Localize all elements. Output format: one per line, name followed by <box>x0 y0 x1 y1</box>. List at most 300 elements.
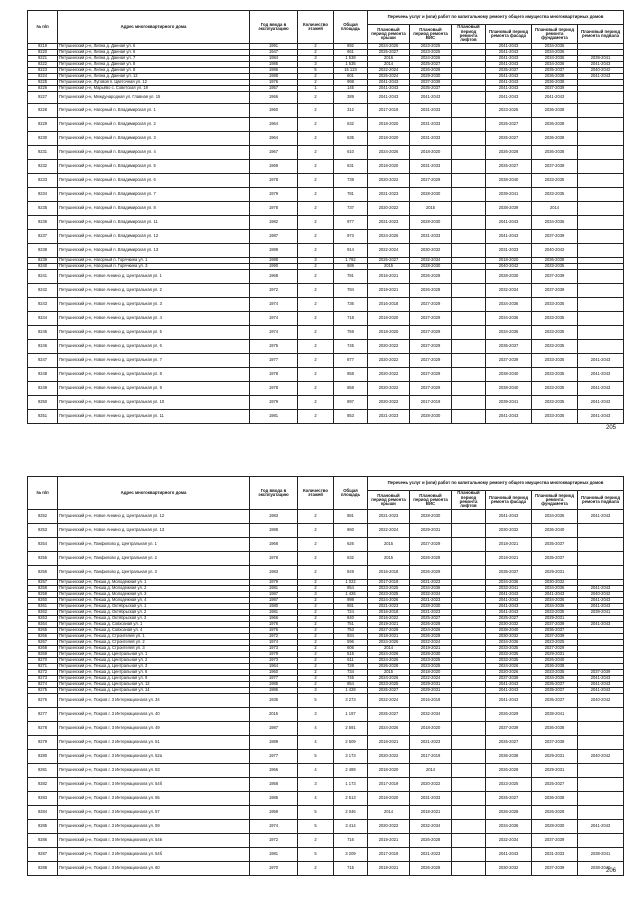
roof-period-cell: 2023-2025 <box>368 592 410 598</box>
foundation-period-cell: 2034-2036 <box>532 510 578 524</box>
table-row <box>28 326 624 340</box>
lift-period-cell <box>452 862 486 876</box>
area-cell: 840 <box>334 616 368 622</box>
row-id: 9229 <box>28 118 58 132</box>
vis-period-cell: 2027-2029 <box>410 354 452 368</box>
facade-period-cell: 2033-2041 <box>486 586 532 592</box>
table-row <box>28 708 624 722</box>
year-cell: 1979 <box>250 188 298 202</box>
floors-cell: 2 <box>298 410 334 424</box>
foundation-period-cell: 2037-2039 <box>532 834 578 848</box>
address-cell: Петушинский р-н, Новое Аннино д. Центральная ул. 6 <box>58 340 250 354</box>
basement-period-cell <box>578 132 624 146</box>
address-cell: Петушинский р-н, Пекша д. Центральная ул. 12 <box>58 682 250 688</box>
basement-period-cell: 2041-2043 <box>578 510 624 524</box>
basement-period-cell <box>578 834 624 848</box>
facade-period-cell: 2024-2026 <box>486 664 532 670</box>
vis-period-cell: 2029-2030 <box>410 74 452 80</box>
foundation-period-cell: 2036-2037 <box>532 628 578 634</box>
facade-period-cell: 2041-2043 <box>486 848 532 862</box>
lift-period-cell <box>452 230 486 244</box>
area-cell: 728 <box>334 664 368 670</box>
area-cell: 858 <box>334 382 368 396</box>
lift-period-cell <box>452 382 486 396</box>
year-cell: 1979 <box>250 652 298 658</box>
facade-period-cell: 2033-2035 <box>486 646 532 652</box>
address-cell: Петушинский р-н, Пекша д. Строителей ул. 3 <box>58 646 250 652</box>
row-id: 9257 <box>28 580 58 586</box>
foundation-period-cell: 2033-2035 <box>532 368 578 382</box>
year-cell: 1975 <box>250 340 298 354</box>
address-cell: Петушинский р-н, Покров г. 3 Интернационала ул. 49 <box>58 722 250 736</box>
table-row <box>28 820 624 834</box>
row-id: 9271 <box>28 664 58 670</box>
floors-cell: 2 <box>298 264 334 270</box>
floors-cell: 5 <box>298 750 334 764</box>
area-cell: 897 <box>334 396 368 410</box>
area-cell: 977 <box>334 216 368 230</box>
vis-period-cell: 2032-2034 <box>410 592 452 598</box>
foundation-period-cell: 2029-2031 <box>532 764 578 778</box>
table-row <box>28 764 624 778</box>
foundation-period-cell: 2034-2036 <box>532 56 578 62</box>
floors-cell: 2 <box>298 658 334 664</box>
basement-period-cell: 2041-2043 <box>578 598 624 604</box>
year-cell: 1979 <box>250 396 298 410</box>
vis-period-cell: 2019-2021 <box>410 646 452 652</box>
facade-period-cell: 2018-2021 <box>486 552 532 566</box>
foundation-period-cell: 2029-2031 <box>532 750 578 764</box>
floors-cell: 2 <box>298 510 334 524</box>
lift-period-cell <box>452 104 486 118</box>
roof-period-cell: 2015 <box>368 552 410 566</box>
area-cell: 601 <box>334 74 368 80</box>
area-cell: 3 273 <box>334 694 368 708</box>
lift-period-cell <box>452 340 486 354</box>
row-id: 9266 <box>28 634 58 640</box>
vis-period-cell: 2027-2029 <box>410 368 452 382</box>
lift-period-cell <box>452 750 486 764</box>
foundation-period-cell: 2037-2039 <box>532 284 578 298</box>
roof-period-cell: 2018-2020 <box>368 312 410 326</box>
floors-cell: 2 <box>298 664 334 670</box>
foundation-period-cell: 2034-2036 <box>532 44 578 50</box>
row-id: 9255 <box>28 552 58 566</box>
facade-period-cell: 2023-2025 <box>486 104 532 118</box>
vis-period-cell: 2027-2029 <box>410 174 452 188</box>
row-id: 9238 <box>28 244 58 258</box>
row-id: 9274 <box>28 682 58 688</box>
header-area: Общая площадь <box>334 11 368 44</box>
address-cell: Петушинский р-н, Покров г. 3 Интернационала ул. 60 <box>58 862 250 876</box>
roof-period-cell: 2025-2024 <box>368 74 410 80</box>
facade-period-cell: 2018-2021 <box>486 538 532 552</box>
area-cell: 914 <box>334 244 368 258</box>
floors-cell: 2 <box>298 340 334 354</box>
address-cell: Петушинский р-н, Новое Аннино д. Центральная ул. 1 <box>58 270 250 284</box>
floors-cell: 4 <box>298 792 334 806</box>
address-cell: Петушинский р-н, Пекша д. Молодежная ул. 4 <box>58 598 250 604</box>
facade-period-cell: 2030-2032 <box>486 862 532 876</box>
foundation-period-cell: 2029-2031 <box>532 652 578 658</box>
address-cell: Петушинский р-н, Липна д. Данная ул. 12 <box>58 74 250 80</box>
area-cell: 716 <box>334 834 368 848</box>
area-cell: 759 <box>334 326 368 340</box>
row-id: 9248 <box>28 368 58 382</box>
table-row <box>28 298 624 312</box>
address-cell: Петушинский р-н, Новое Аннино д. Центральная ул. 2 <box>58 284 250 298</box>
roof-period-cell: 2021-2023 <box>368 604 410 610</box>
facade-period-cell: 2031-2033 <box>486 244 532 258</box>
row-id: 9245 <box>28 326 58 340</box>
lift-period-cell <box>452 792 486 806</box>
row-id: 9276 <box>28 694 58 708</box>
roof-period-cell: 2025-2027 <box>368 708 410 722</box>
foundation-period-cell: 2033-2035 <box>532 340 578 354</box>
address-cell: Петушинский р-н, Новое Аннино д. Центральная ул. 12 <box>58 510 250 524</box>
basement-period-cell <box>578 552 624 566</box>
vis-period-cell: 2031-2033 <box>410 792 452 806</box>
header-basement: Плановый период ремонта подвала <box>578 25 624 44</box>
facade-period-cell: 2041-2043 <box>486 688 532 694</box>
foundation-period-cell: 2037-2039 <box>532 862 578 876</box>
foundation-period-cell: 2023-2025 <box>532 640 578 646</box>
foundation-period-cell: 2038-2041 <box>532 708 578 722</box>
floors-cell: 2 <box>298 270 334 284</box>
table-row <box>28 834 624 848</box>
year-cell: 1977 <box>250 354 298 368</box>
roof-period-cell: 2019-2021 <box>368 834 410 848</box>
foundation-period-cell: 2041-2043 <box>532 92 578 104</box>
table-row <box>28 312 624 326</box>
floors-cell: 3 <box>298 708 334 722</box>
row-id: 9278 <box>28 722 58 736</box>
address-cell: Петушинский р-н, Пекша д. Строителей ул. 1 <box>58 634 250 640</box>
row-id: 9230 <box>28 132 58 146</box>
vis-period-cell: 2029-2031 <box>410 682 452 688</box>
foundation-period-cell: 2029-2031 <box>532 566 578 580</box>
vis-period-cell: 2017-2019 <box>410 750 452 764</box>
area-cell: 1 426 <box>334 592 368 598</box>
table-row <box>28 806 624 820</box>
vis-period-cell: 2025-2027 <box>410 616 452 622</box>
floors-cell: 5 <box>298 806 334 820</box>
area-cell: 854 <box>334 586 368 592</box>
row-id: 9283 <box>28 792 58 806</box>
vis-period-cell: 2028-2030 <box>410 264 452 270</box>
year-cell: 1978 <box>250 382 298 396</box>
vis-period-cell: 2032-2034 <box>410 820 452 834</box>
vis-period-cell: 2028-2030 <box>410 188 452 202</box>
header-year: Год ввода в эксплуатацию <box>250 477 298 510</box>
facade-period-cell: 2041-2043 <box>486 56 532 62</box>
header-roof: Плановый период ремонта крыши <box>368 25 410 44</box>
address-cell: Петушинский р-н, Новое Аннино д. Центральная ул. 11 <box>58 410 250 424</box>
floors-cell: 2 <box>298 174 334 188</box>
vis-period-cell: 2026-2028 <box>410 634 452 640</box>
floors-cell: 2 <box>298 676 334 682</box>
area-cell: 1 022 <box>334 580 368 586</box>
year-cell: 1959 <box>250 806 298 820</box>
basement-period-cell <box>578 202 624 216</box>
address-cell: Петушинский р-н, Пекша д. Центральная ул. 1 <box>58 652 250 658</box>
facade-period-cell: 2026-2028 <box>486 764 532 778</box>
facade-period-cell: 2025-2027 <box>486 792 532 806</box>
row-id: 9250 <box>28 396 58 410</box>
row-id: 9258 <box>28 586 58 592</box>
facade-period-cell: 2038-2040 <box>486 368 532 382</box>
address-cell: Петушинский р-н, Покров г. 3 Интернационала ул. 54б <box>58 848 250 862</box>
page-number: 206 <box>606 868 617 874</box>
row-id: 9235 <box>28 202 58 216</box>
year-cell: 1974 <box>250 326 298 340</box>
address-cell: Петушинский р-н, Новое Аннино д. Центральная ул. 7 <box>58 354 250 368</box>
floors-cell: 3 <box>298 592 334 598</box>
year-cell: 1981 <box>250 610 298 616</box>
floors-cell: 2 <box>298 202 334 216</box>
address-cell: Петушинский р-н, Нагорный п. Владимирская ул. 4 <box>58 146 250 160</box>
foundation-period-cell: 2033-2035 <box>532 396 578 410</box>
roof-period-cell: 2025-2027 <box>368 688 410 694</box>
year-cell: 1978 <box>250 202 298 216</box>
roof-period-cell: 2024-2026 <box>368 230 410 244</box>
basement-period-cell <box>578 566 624 580</box>
facade-period-cell: 2041-2043 <box>486 694 532 708</box>
year-cell: 1964 <box>250 664 298 670</box>
address-cell: Петушинский р-н, Покров г. 3 Интернационала ул. 54б <box>58 778 250 792</box>
roof-period-cell: 2024-2026 <box>368 658 410 664</box>
facade-period-cell: 2034-2036 <box>486 640 532 646</box>
table-row <box>28 410 624 424</box>
facade-period-cell: 2035-2037 <box>486 340 532 354</box>
basement-period-cell: 2038-2040 <box>578 862 624 876</box>
lift-period-cell <box>452 202 486 216</box>
area-cell: 745 <box>334 340 368 354</box>
address-cell: Петушинский р-н, Нагорный п. Владимирская ул. 6 <box>58 174 250 188</box>
roof-period-cell: 2016 <box>368 56 410 62</box>
foundation-period-cell: 2034-2036 <box>532 62 578 68</box>
table-row <box>28 566 624 580</box>
year-cell: 1988 <box>250 74 298 80</box>
lift-period-cell <box>452 244 486 258</box>
floors-cell: 5 <box>298 848 334 862</box>
foundation-period-cell: 2036-2038 <box>532 132 578 146</box>
area-cell: 1 197 <box>334 708 368 722</box>
foundation-period-cell: 2029-2031 <box>532 616 578 622</box>
table-row <box>28 848 624 862</box>
lift-period-cell <box>452 848 486 862</box>
floors-cell: 2 <box>298 834 334 848</box>
row-id: 9225 <box>28 80 58 86</box>
area-cell: 2 489 <box>334 764 368 778</box>
area-cell: 1 782 <box>334 258 368 264</box>
year-cell: 1985 <box>250 62 298 68</box>
vis-period-cell: 2026-2028 <box>410 862 452 876</box>
row-id: 9272 <box>28 670 58 676</box>
address-cell: Петушинский р-н, Пекша д. Октябрьская ул. 3 <box>58 616 250 622</box>
document-page-205 <box>27 10 623 424</box>
basement-period-cell: 2040-2042 <box>578 68 624 74</box>
address-cell: Петушинский р-н, Новое Аннино д. Центральная ул. 3 <box>58 298 250 312</box>
area-cell: 860 <box>334 524 368 538</box>
floors-cell: 2 <box>298 566 334 580</box>
vis-period-cell: 2027-2029 <box>410 298 452 312</box>
floors-cell: 2 <box>298 538 334 552</box>
year-cell: 1988 <box>250 258 298 264</box>
facade-period-cell: 2041-2043 <box>486 74 532 80</box>
address-cell: Петушинский р-н, Новое Аннино д. Центральная ул. 13 <box>58 524 250 538</box>
address-cell: Петушинский р-н, Пекша д. Молодежная ул. 2 <box>58 586 250 592</box>
address-cell: Петушинский р-н, Пекша д. Центральная ул. 9 <box>58 676 250 682</box>
repair-schedule-table <box>27 10 624 424</box>
row-id: 9239 <box>28 258 58 264</box>
year-cell: 1960 <box>250 104 298 118</box>
year-cell: 1983 <box>250 566 298 580</box>
foundation-period-cell: 2035-2037 <box>532 68 578 74</box>
row-id: 9220 <box>28 50 58 56</box>
area-cell: 737 <box>334 202 368 216</box>
address-cell: Петушинский р-н, Новое Аннино д. Центральная ул. 5 <box>58 326 250 340</box>
basement-period-cell: 2040-2042 <box>578 592 624 598</box>
foundation-period-cell: 2036-2038 <box>532 104 578 118</box>
lift-period-cell <box>452 806 486 820</box>
row-id: 9227 <box>28 92 58 104</box>
year-cell: 2015 <box>250 708 298 722</box>
roof-period-cell: 2024-2026 <box>368 598 410 604</box>
foundation-period-cell: 2026-2028 <box>532 806 578 820</box>
facade-period-cell: 2041-2043 <box>486 92 532 104</box>
area-cell: 751 <box>334 622 368 628</box>
vis-period-cell: 2023-2025 <box>410 664 452 670</box>
repair-schedule-table <box>27 476 624 876</box>
table-row <box>28 524 624 538</box>
page-number: 205 <box>606 425 617 431</box>
row-id: 9249 <box>28 382 58 396</box>
table-row <box>28 118 624 132</box>
foundation-period-cell: 2033-2035 <box>532 670 578 676</box>
basement-period-cell <box>578 340 624 354</box>
facade-period-cell: 2039-2041 <box>486 188 532 202</box>
lift-period-cell <box>452 118 486 132</box>
facade-period-cell: 2034-2036 <box>486 326 532 340</box>
year-cell: 1972 <box>250 634 298 640</box>
row-id: 9279 <box>28 736 58 750</box>
address-cell: Петушинский р-н, Пекша д. Строителей ул. 2 <box>58 640 250 646</box>
row-id: 9256 <box>28 566 58 580</box>
foundation-period-cell: 2033-2035 <box>532 312 578 326</box>
row-id: 9280 <box>28 750 58 764</box>
roof-period-cell: 2041-2043 <box>368 92 410 104</box>
basement-period-cell: 2041-2043 <box>578 586 624 592</box>
basement-period-cell: 2041-2043 <box>578 676 624 682</box>
address-cell: Петушинский р-н, Липна д. Данная ул. 6 <box>58 44 250 50</box>
year-cell: 1966 <box>250 764 298 778</box>
lift-period-cell <box>452 326 486 340</box>
floors-cell: 1 <box>298 86 334 92</box>
lift-period-cell <box>452 820 486 834</box>
foundation-period-cell: 2027-2029 <box>532 646 578 652</box>
row-id: 9242 <box>28 284 58 298</box>
floors-cell: 2 <box>298 230 334 244</box>
address-cell: Петушинский р-н, Нагорный п. Горячкина ул. 1 <box>58 258 250 264</box>
row-id: 9285 <box>28 820 58 834</box>
vis-period-cell: 2029-2031 <box>410 524 452 538</box>
facade-period-cell: 2025-2027 <box>486 736 532 750</box>
vis-period-cell: 2021-2023 <box>410 598 452 604</box>
facade-period-cell: 2025-2027 <box>486 160 532 174</box>
year-cell: 1977 <box>250 750 298 764</box>
lift-period-cell <box>452 216 486 230</box>
address-cell: Петушинский р-н, Пекша д. Совхозная ул. 4 <box>58 628 250 634</box>
area-cell: 734 <box>334 670 368 676</box>
floors-cell: 2 <box>298 586 334 592</box>
floors-cell: 3 <box>298 258 334 264</box>
table-row <box>28 104 624 118</box>
floors-cell: 2 <box>298 298 334 312</box>
vis-period-cell: 2030-2032 <box>410 244 452 258</box>
roof-period-cell: 2020-2022 <box>368 750 410 764</box>
roof-period-cell: 2018-2021 <box>368 634 410 640</box>
roof-period-cell: 2014 <box>368 62 410 68</box>
year-cell: 1987 <box>250 598 298 604</box>
vis-period-cell: 2020-2022 <box>410 778 452 792</box>
address-cell: Петушинский р-н, Нагорный п. Владимирская ул. 11 <box>58 216 250 230</box>
lift-period-cell <box>452 284 486 298</box>
facade-period-cell: 2041-2043 <box>486 86 532 92</box>
document-page-206 <box>27 476 623 876</box>
year-cell: 1974 <box>250 312 298 326</box>
address-cell: Петушинский р-н, Покров г. 3 Интернационала ул. 53 <box>58 764 250 778</box>
vis-period-cell: 2026-2028 <box>410 270 452 284</box>
year-cell: 1981 <box>250 410 298 424</box>
roof-period-cell: 2041-2043 <box>368 86 410 92</box>
area-cell: 892 <box>334 44 368 50</box>
header-id: № п/п <box>28 477 58 510</box>
table-row <box>28 202 624 216</box>
foundation-period-cell: 2034-2036 <box>532 598 578 604</box>
foundation-period-cell: 2036-2038 <box>532 722 578 736</box>
basement-period-cell <box>578 806 624 820</box>
vis-period-cell: 2028-2030 <box>410 604 452 610</box>
year-cell: 1982 <box>250 216 298 230</box>
foundation-period-cell: 2036-2038 <box>532 664 578 670</box>
foundation-period-cell: 2031-2033 <box>532 848 578 862</box>
address-cell: Петушинский р-н, Липна д. Данная ул. 6 <box>58 50 250 56</box>
basement-period-cell <box>578 764 624 778</box>
area-cell: 973 <box>334 230 368 244</box>
facade-period-cell: 2041-2043 <box>486 410 532 424</box>
roof-period-cell: 2019-2021 <box>368 284 410 298</box>
header-area: Общая площадь <box>334 477 368 510</box>
floors-cell: 2 <box>298 640 334 646</box>
table-row <box>28 538 624 552</box>
year-cell: 1973 <box>250 658 298 664</box>
floors-cell: 2 <box>298 50 334 56</box>
vis-period-cell: 2025-2027 <box>410 62 452 68</box>
area-cell: 753 <box>334 628 368 634</box>
address-cell: Петушинский р-н, Пекша д. Совхозная ул. 1 <box>58 622 250 628</box>
facade-period-cell: 2039-2041 <box>486 396 532 410</box>
roof-period-cell: 2016-2018 <box>368 566 410 580</box>
vis-period-cell: 2021-2023 <box>410 848 452 862</box>
address-cell: Петушинский р-н, Нагорный п. Владимирская ул. 7 <box>58 188 250 202</box>
area-cell: 724 <box>334 610 368 616</box>
header-group-title: Перечень услуг и (или) работ по капитальному ремонту общего имущества многоквартирных домов <box>368 477 624 491</box>
roof-period-cell: 2016-2018 <box>368 298 410 312</box>
row-id: 9284 <box>28 806 58 820</box>
row-id: 9234 <box>28 188 58 202</box>
address-cell: Петушинский р-н, Нагорный п. Горячкина ул. 3 <box>58 264 250 270</box>
